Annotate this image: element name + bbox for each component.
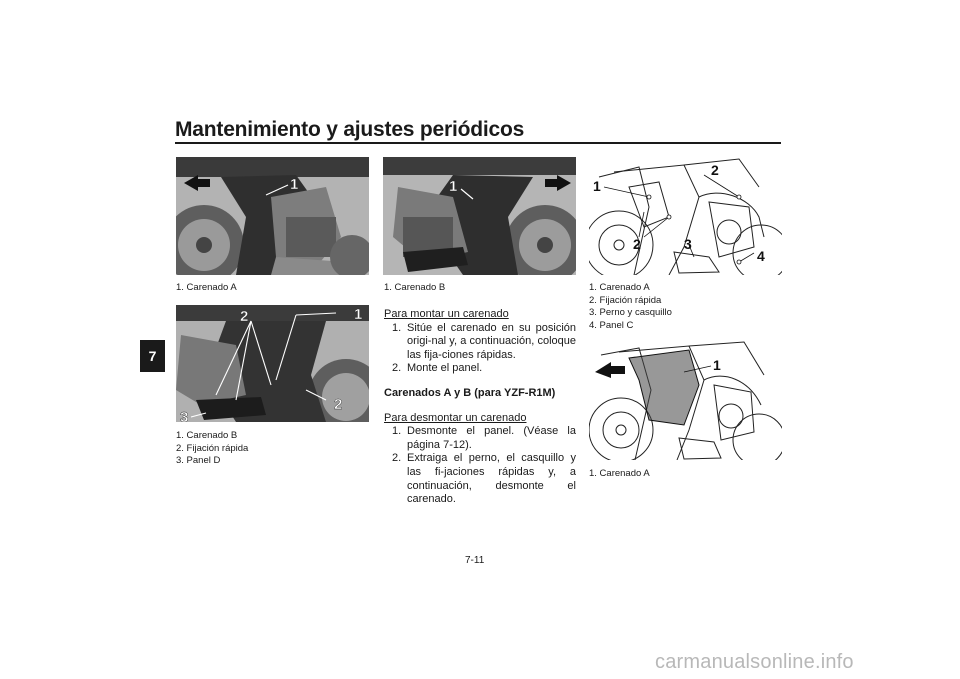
callout-2: 2	[711, 162, 719, 178]
section-heading-r1m: Carenados A y B (para YZF-R1M)	[384, 386, 556, 399]
watermark: carmanualsonline.info	[655, 651, 854, 673]
section-title-remove: Para desmontar un carenado	[384, 411, 527, 424]
remove-step-2: 2. Extraiga el perno, el casquillo y las fi-jaciones rápidas y, a continuación, desmonte el carenado.	[392, 452, 576, 506]
figure5-caption: 1. Carenado A	[589, 468, 650, 479]
callout-1: 1	[354, 306, 363, 323]
callout-1: 1	[449, 178, 458, 195]
figure-photo-fairing-b-fasteners	[176, 305, 369, 422]
callout-1: 1	[290, 176, 299, 193]
page-title: Mantenimiento y ajustes periódicos	[175, 118, 525, 141]
figure-drawing-fairing-a-parts	[589, 157, 782, 275]
figure-photo-fairing-b	[383, 157, 576, 275]
callout-4: 4	[757, 248, 765, 264]
callout-3: 3	[684, 236, 692, 252]
figure2-caption: 1. Carenado B	[384, 282, 446, 293]
install-step-2: 2. Monte el panel.	[392, 362, 483, 375]
page-number: 7-11	[465, 555, 485, 566]
figure-drawing-fairing-a	[589, 340, 782, 460]
remove-step-1: 1. Desmonte el panel. (Véase la página 7-12).	[392, 425, 576, 451]
section-title-install: Para montar un carenado	[384, 308, 509, 320]
callout-1: 1	[593, 178, 601, 194]
callout-1: 1	[713, 357, 721, 373]
chapter-tab: 7	[140, 340, 165, 372]
title-rule	[175, 142, 781, 144]
figure1-caption: 1. Carenado A	[176, 282, 237, 293]
figure4-caption: 1. Carenado A 2. Fijación rápida 3. Perno y casquillo 4. Panel C	[589, 282, 672, 331]
install-step-1: 1. Sitúe el carenado en su posición origi-nal y, a continuación, coloque las fija-ciones rápidas.	[392, 321, 576, 361]
figure3-caption: 1. Carenado B 2. Fijación rápida 3. Panel D	[176, 430, 249, 467]
callout-3: 3	[180, 409, 189, 422]
callout-2b: 2	[334, 396, 343, 413]
callout-2: 2	[240, 308, 249, 325]
figure-photo-fairing-a	[176, 157, 369, 275]
callout-2b: 2	[633, 236, 641, 252]
assembly-instructions	[384, 308, 576, 507]
